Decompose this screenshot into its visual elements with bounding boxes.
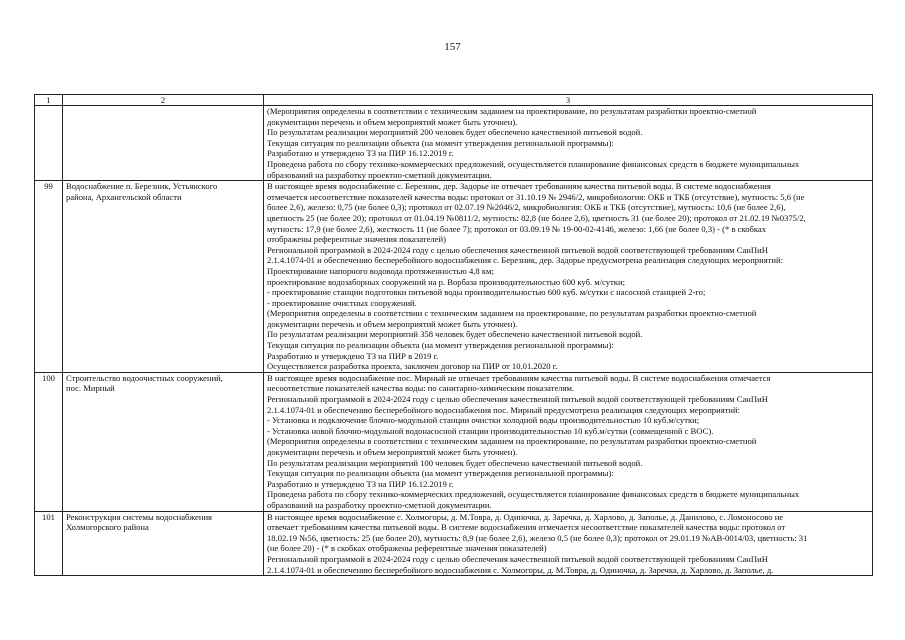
description-line: Осуществляется разработка проекта, заключен договор на ПИР от 10.01.2020 г. bbox=[267, 361, 558, 372]
object-description bbox=[264, 511, 873, 576]
description-line: Проведена работа по сбору технико-коммерческих предложений, осуществляется планирование финансовых средств в бюджете муниципальных bbox=[267, 489, 800, 500]
description-line: несоответствие показателей качества воды: по санитарно-химическим показателям. bbox=[267, 383, 575, 394]
description-line: В настоящее время водоснабжение с. Холмогоры, д. М.Товра, д. Одиночка, д. Заречка, д. Харлово, д. Заполье, д. Данилово, с. Ломоносово не bbox=[267, 511, 784, 522]
description-line: Региональной программой в 2024-2024 году с целью обеспечения качественной питьевой водой соответствующей требованиям СанПиН bbox=[267, 553, 768, 564]
object-name-line: Строительство водоочистных сооружений, bbox=[66, 372, 223, 383]
header-col-2: 2 bbox=[63, 95, 264, 106]
object-name bbox=[63, 106, 264, 181]
object-description bbox=[264, 372, 873, 511]
description-line: Разработано и утверждено ТЗ на ПИР 16.12.2019 г. bbox=[267, 478, 454, 489]
object-description bbox=[264, 106, 873, 181]
description-line: (Мероприятия определены в соответствии с техническим заданием на проектирование, по результатам разработки проектно-сметной bbox=[267, 436, 757, 447]
description-line: (не более 20) - (* в скобках отображены референтные значения показателей) bbox=[267, 543, 547, 554]
object-name-line: Реконструкция системы водоснабжения bbox=[66, 511, 213, 522]
description-line: 18.02.19 №56, цветность: 25 (не более 20), мутность: 8,9 (не более 2,6), железо 0,5 (не более 0,3); протокол от 29.01.19 №АВ-0014/03, цветность: 31 bbox=[267, 532, 808, 543]
description-line: По результатам реализации мероприятий 358 человек будет обеспечено качественной питьевой водой. bbox=[267, 329, 643, 340]
object-name bbox=[63, 511, 264, 576]
description-line: Разработано и утверждено ТЗ на ПИР в 2019 г. bbox=[267, 350, 439, 361]
table-header-row bbox=[35, 95, 873, 106]
table-row bbox=[35, 106, 873, 181]
description-line: По результатам реализации мероприятий 100 человек будет обеспечено качественной питьевой водой. bbox=[267, 457, 643, 468]
table-row bbox=[35, 511, 873, 576]
description-line: Проектирование напорного водовода протяженностью 4,8 км; bbox=[267, 265, 494, 276]
object-name-line: пос. Мирный bbox=[66, 383, 115, 394]
table-row bbox=[35, 372, 873, 511]
object-name-line: Водоснабжение п. Березник, Устьянского bbox=[66, 181, 218, 192]
description-line: В настоящее время водоснабжение пос. Мирный не отвечает требованиям качества питьевой воды. В системе водоснабжения отмечается bbox=[267, 372, 771, 383]
object-name bbox=[63, 372, 264, 511]
description-line: По результатам реализации мероприятий 200 человек будет обеспечено качественной питьевой водой. bbox=[267, 127, 643, 138]
description-line: Региональной программой в 2024-2024 году с целью обеспечения качественной питьевой водой соответствующей требованиям СанПиН bbox=[267, 394, 768, 405]
description-line: мутность: 17,9 (не более 2,6), жесткость 11 (не более 7); протокол от 03.09.19 № 19-00-02-4146, железо: 1,66 (не более 0,3) - (* в скобках bbox=[267, 223, 767, 234]
description-line: - проектирование очистных сооружений. bbox=[267, 297, 417, 308]
description-line: Текущая ситуация по реализации объекта (на момент утверждения региональной программы): bbox=[267, 468, 614, 479]
row-number bbox=[35, 106, 63, 181]
description-line: цветность 25 (не более 20); протокол от 01.04.19 №0811/2, мутность: 82,8 (не более 2,6), цветность 31 (не более 20); протокол от 21.02.19 №0375/2, bbox=[267, 212, 806, 223]
description-line: Разработано и утверждено ТЗ на ПИР 16.12.2019 г. bbox=[267, 148, 454, 159]
description-line: Региональной программой в 2024-2024 году с целью обеспечения качественной питьевой водой соответствующей требованиям СанПиН bbox=[267, 244, 768, 255]
description-line: - проектирование станции подготовки питьевой воды производительностью 600 куб. м/сутки с насосной станцией 2-го; bbox=[267, 287, 706, 298]
description-line: документации перечень и объем мероприятий может быть уточнен). bbox=[267, 116, 518, 127]
object-name bbox=[63, 181, 264, 373]
description-line: образований на разработку проектно-сметной документации. bbox=[267, 499, 492, 510]
description-line: документации перечень и объем мероприятий может быть уточнен). bbox=[267, 318, 518, 329]
page-number: 157 bbox=[444, 41, 461, 53]
description-line: (Мероприятия определены в соответствии с техническим заданием на проектирование, по результатам разработки проектно-сметной bbox=[267, 308, 757, 319]
description-line: В настоящее время водоснабжение с. Березник, дер. Задорье не отвечает требованиям качества питьевой воды. В системе водоснабжения bbox=[267, 181, 771, 192]
description-line: Проведена работа по сбору технико-коммерческих предложений, осуществляется планирование финансовых средств в бюджете муниципальных bbox=[267, 158, 800, 169]
description-line: (Мероприятия определены в соответствии с техническим заданием на проектирование, по результатам разработки проектно-сметной bbox=[267, 106, 757, 116]
description-line: отображены референтные значения показателей) bbox=[267, 234, 446, 245]
row-number: 99 bbox=[35, 181, 63, 373]
object-name-line: Холмогорского района bbox=[66, 522, 149, 533]
header-col-3: 3 bbox=[264, 95, 873, 106]
description-line: 2.1.4.1074-01 и обеспечению бесперебойного водоснабжения с. Холмогоры, д. М.Товра, д. Одиночка, д. Заречка, д. Харлово, д. Заполье, д. bbox=[267, 564, 774, 575]
row-number: 100 bbox=[35, 372, 63, 511]
table-row bbox=[35, 181, 873, 373]
description-line: более 2,6), железо: 0,75 (не более 0,3); протокол от 02.07.19 №2046/2, микробиология: ОКБ и ТКБ (отсутствие), мутность: 10,6 (не более 2,6), bbox=[267, 202, 786, 213]
description-line: отмечается несоответствие показателей качества воды: протокол от 31.10.19 № 2946/2, микробиология: ОКБ и ТКБ (отсутствие), мутность: 5,6 (не bbox=[267, 191, 805, 202]
description-line: - Установка новой блочно-модульной водонасосной станции производительностью 10 куб.м/сутки (совмещенной с ВОС). bbox=[267, 425, 714, 436]
program-table bbox=[34, 94, 873, 576]
description-line: - Установка и подключение блочно-модульной станции очистки холодной воды производительностью 10 куб.м/сутки; bbox=[267, 415, 700, 426]
header-col-1: 1 bbox=[35, 95, 63, 106]
description-line: отвечает требованиям качества питьевой воды. В системе водоснабжения отмечается несоответствие показателей качества воды: протокол от bbox=[267, 522, 786, 533]
row-number: 101 bbox=[35, 511, 63, 576]
description-line: 2.1.4.1074-01 и обеспечению бесперебойного водоснабжения с. Березник, дер. Задорье предусмотрена реализация следующих мероприятий: bbox=[267, 255, 783, 266]
object-description bbox=[264, 181, 873, 373]
description-line: 2.1.4.1074-01 и обеспечению бесперебойного водоснабжения пос. Мирный предусмотрена реализация следующих мероприятий: bbox=[267, 404, 740, 415]
object-name-line: района, Архангельской области bbox=[66, 191, 182, 202]
description-line: Текущая ситуация по реализации объекта (на момент утверждения региональной программы): bbox=[267, 137, 614, 148]
description-line: образований на разработку проектно-сметной документации. bbox=[267, 169, 492, 180]
description-line: Текущая ситуация по реализации объекта (на момент утверждения региональной программы): bbox=[267, 340, 614, 351]
description-line: проектирование водозаборных сооружений на р. Ворбаза производительностью 600 куб. м/сутки; bbox=[267, 276, 625, 287]
description-line: документации перечень и объем мероприятий может быть уточнен). bbox=[267, 447, 518, 457]
